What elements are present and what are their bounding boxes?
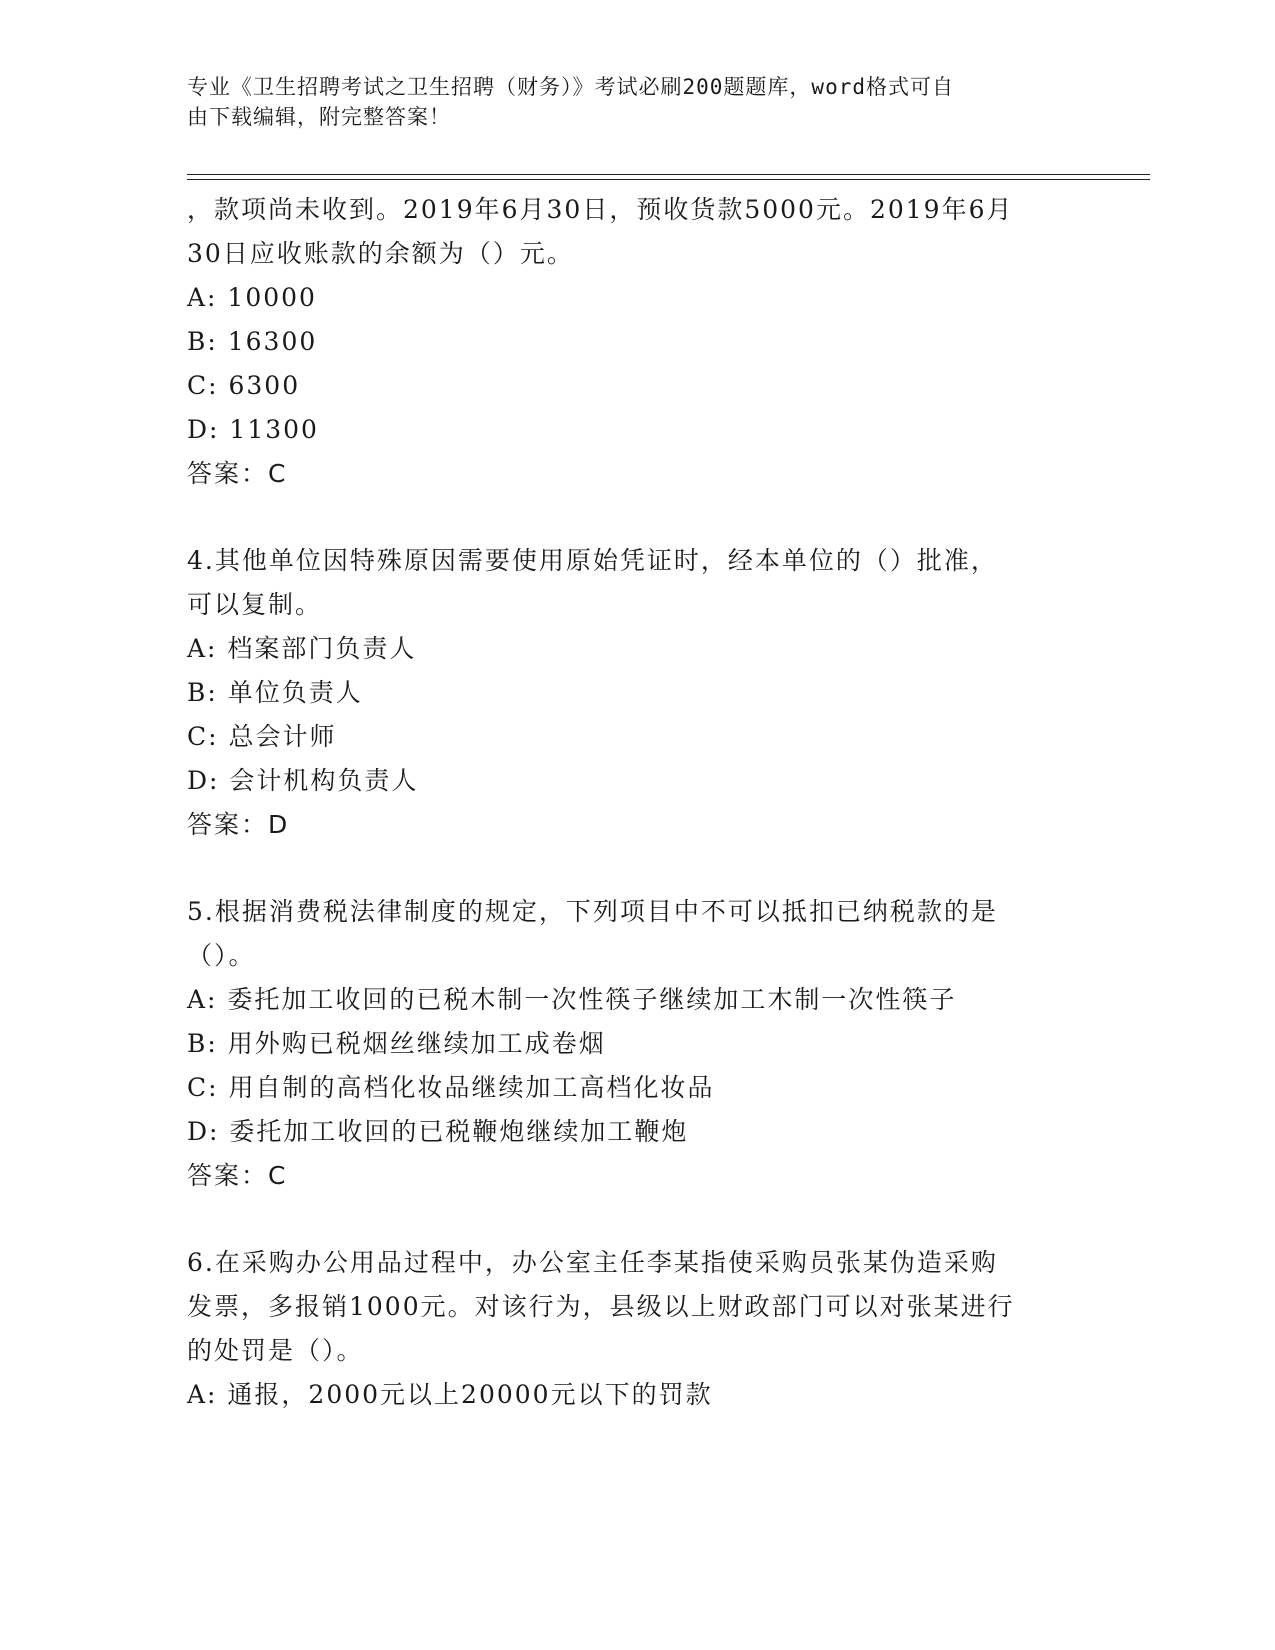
answer-label: 答案：C — [187, 459, 288, 488]
header-divider-bottom — [187, 179, 1150, 180]
question-list — [187, 188, 1087, 1417]
option-d: D: 会计机构负责人 — [187, 766, 419, 795]
header-divider-top — [187, 174, 1150, 175]
question-3 — [187, 188, 1087, 496]
answer-label: 答案：D — [187, 810, 290, 839]
question-stem-line: 6.在采购办公用品过程中，办公室主任李某指使采购员张某伪造采购 — [187, 1248, 998, 1277]
header-line-2: 由下载编辑，附完整答案！ — [187, 105, 451, 129]
question-stem-line: 30日应收账款的余额为（）元。 — [187, 239, 574, 268]
option-c: C: 用自制的高档化妆品继续加工高档化妆品 — [187, 1073, 715, 1102]
header-line-1: 专业《卫生招聘考试之卫生招聘（财务）》考试必刷200题题库，word格式可自 — [187, 75, 954, 99]
option-a: A: 通报，2000元以上20000元以下的罚款 — [187, 1380, 713, 1409]
option-d: D: 11300 — [187, 415, 319, 444]
answer-label: 答案：C — [187, 1161, 288, 1190]
option-d: D: 委托加工收回的已税鞭炮继续加工鞭炮 — [187, 1117, 689, 1146]
option-a: A: 10000 — [187, 283, 317, 312]
question-stem-line: 可以复制。 — [187, 590, 323, 619]
document-header — [187, 72, 1067, 132]
question-6 — [187, 1241, 1087, 1417]
question-stem-line: 5.根据消费税法律制度的规定，下列项目中不可以抵扣已纳税款的是 — [187, 897, 998, 926]
question-stem-line: 发票，多报销1000元。对该行为，县级以上财政部门可以对张某进行 — [187, 1292, 1015, 1321]
option-a: A: 委托加工收回的已税木制一次性筷子继续加工木制一次性筷子 — [187, 985, 957, 1014]
option-b: B: 16300 — [187, 327, 318, 356]
question-stem-line: （）。 — [187, 941, 256, 970]
option-c: C: 总会计师 — [187, 722, 337, 751]
question-stem-line: 的处罚是（）。 — [187, 1336, 364, 1365]
option-c: C: 6300 — [187, 371, 301, 400]
question-4 — [187, 539, 1087, 847]
question-stem-line: ，款项尚未收到。2019年6月30日，预收货款5000元。2019年6月 — [187, 195, 1014, 224]
option-b: B: 单位负责人 — [187, 678, 363, 707]
option-b: B: 用外购已税烟丝继续加工成卷烟 — [187, 1029, 606, 1058]
question-stem-line: 4.其他单位因特殊原因需要使用原始凭证时，经本单位的（）批准， — [187, 546, 998, 575]
option-a: A: 档案部门负责人 — [187, 634, 417, 663]
question-5 — [187, 890, 1087, 1198]
